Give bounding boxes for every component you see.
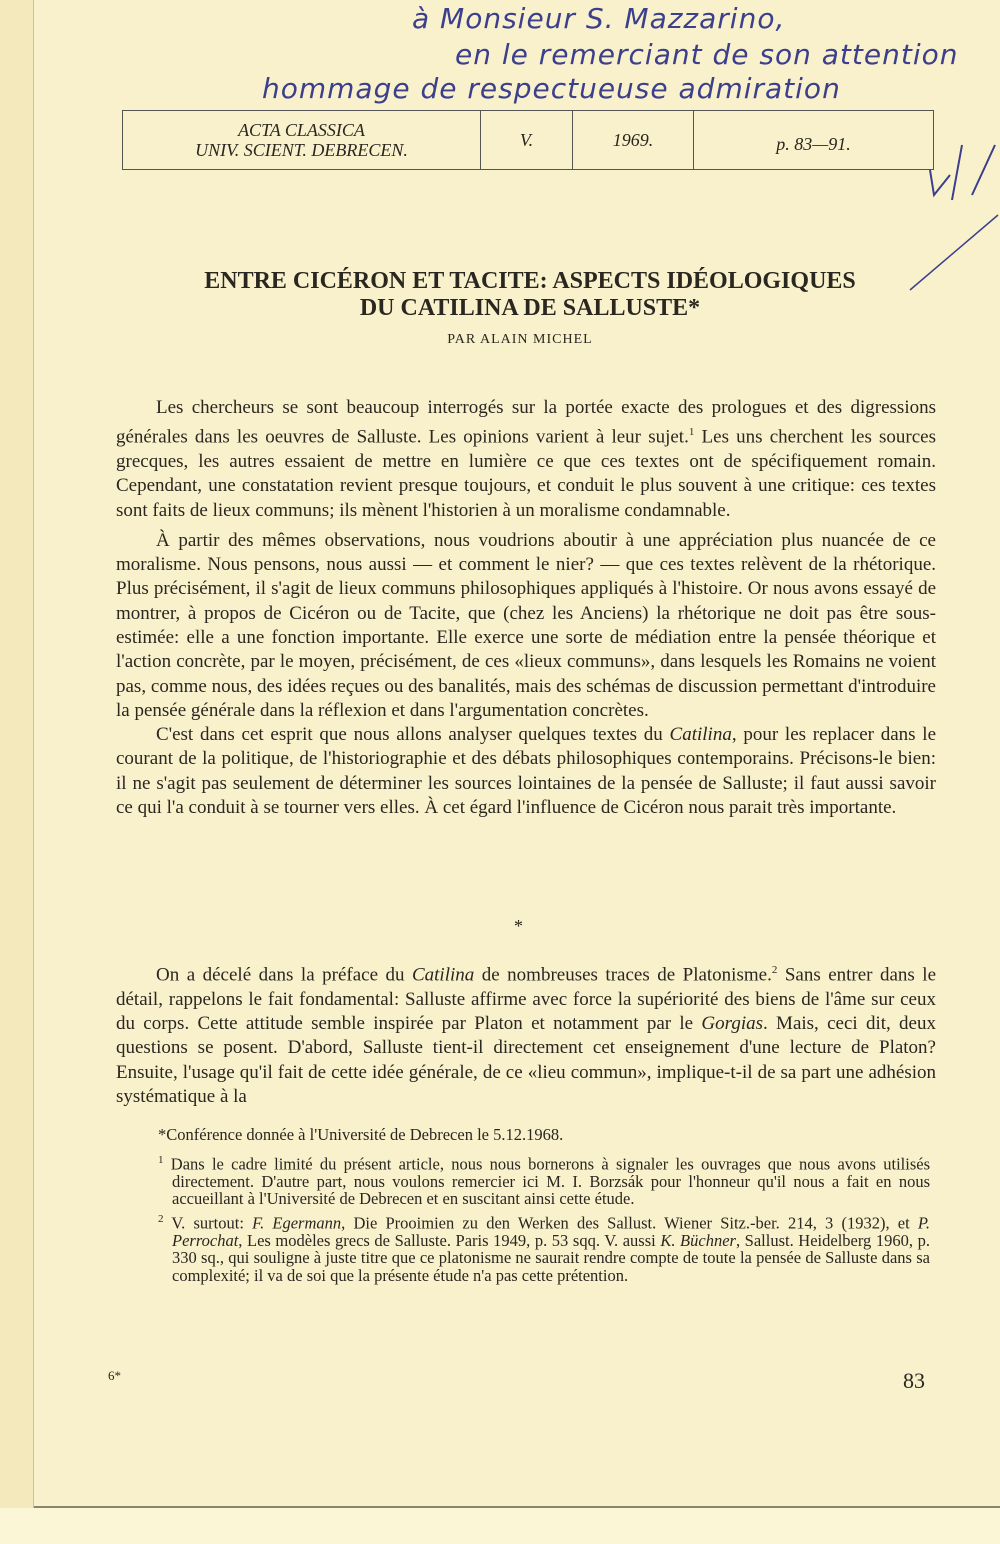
paragraph-text: Les chercheurs se sont beaucoup interrogés sur la portée exacte des prologues et des digressions générales dans les oeuvres de Salluste. Les opinions varient à leur sujet. bbox=[116, 397, 936, 448]
journal-name bbox=[122, 111, 480, 169]
article-title bbox=[120, 268, 940, 322]
body-section-2 bbox=[116, 958, 936, 1109]
handwritten-dedication-line3: hommage de respectueuse admiration bbox=[262, 72, 841, 105]
page-number: 83 bbox=[903, 1368, 925, 1393]
journal-year: 1969. bbox=[572, 111, 693, 169]
journal-pages: p. 83—91. bbox=[693, 111, 934, 169]
footnote-text: , Les modèles grecs de Salluste. Paris 1949, p. 53 sqq. V. aussi bbox=[238, 1230, 661, 1250]
footnotes bbox=[158, 1126, 930, 1287]
italic-title: Catilina bbox=[411, 964, 475, 986]
author-name: K. Büchner bbox=[660, 1230, 736, 1250]
author-name: F. Egermann bbox=[252, 1213, 342, 1232]
footnote-2 bbox=[158, 1211, 930, 1285]
paragraph-4 bbox=[116, 958, 936, 1109]
footnote-text: , Sallust. Heidelberg 1960, p. 330 sq., qui souligne à juste titre que ce platonisme ne saurait rendre compte de toute la pensée de Salluste dans sa complexité; il va de soi que la présente étude n'a pas cette prétention. bbox=[172, 1230, 930, 1285]
author-name: P. Perrochat bbox=[172, 1213, 930, 1250]
footnote-star: *Conférence donnée à l'Université de Debrecen le 5.12.1968. bbox=[158, 1125, 564, 1144]
body-section-1 bbox=[116, 396, 936, 820]
footnote-1 bbox=[158, 1152, 930, 1208]
article-title-line2: DU CATILINA DE SALLUSTE* bbox=[359, 295, 701, 321]
journal-name-line1: ACTA CLASSICA bbox=[238, 120, 365, 140]
footnote-text: , Die Prooimien zu den Werken des Sallust. Wiener Sitz.-ber. 214, 3 (1932), et bbox=[341, 1213, 918, 1232]
paragraph-1 bbox=[116, 396, 936, 523]
handwritten-dedication-line2: en le remerciant de son attention bbox=[455, 38, 959, 71]
section-separator: * bbox=[514, 916, 523, 936]
journal-volume: V. bbox=[480, 111, 572, 169]
footnote-ref[interactable]: 1 bbox=[688, 426, 695, 439]
paragraph-text: C'est dans cet esprit que nous allons analyser quelques textes du bbox=[156, 724, 670, 746]
journal-header-box bbox=[122, 110, 934, 170]
footnote-number: 1 bbox=[158, 1153, 164, 1166]
paragraph-text: , pour les replacer dans le courant de la politique, de l'historiographie et des débats philosophiques contemporains. Précisons-le bien: il ne s'agit pas seulement de déterminer les sources lointaines de la pensée de Salluste; il faut aussi savoir ce qui l'a conduit à se tourner vers elles. À cet égard l'influence de Cicéron nous parait très importante. bbox=[116, 724, 936, 819]
paragraph-text: Les uns cherchent les sources grecques, les autres essaient de mettre en lumière ce que ces textes ont de spécifiquement romain. Cependant, une constatation revient presque toujours, et conduit le plus souvent à une critique: ces textes sont faits de lieux communs; ils mènent l'historien à un moralisme condamnable. bbox=[116, 426, 936, 521]
paragraph-text: de nombreuses traces de Platonisme. bbox=[474, 964, 772, 986]
footnote-text: Dans le cadre limité du présent article, nous nous bornerons à signaler les ouvrages que nous avons utilisés directement. D'autre part, nous voulons remercier ici M. I. Borzsák pour l'honneur qu'il nous a fait en nous accueillant à l'Université de Debrecen et en suscitant ainsi cette étude. bbox=[163, 1154, 930, 1208]
paragraph-text: On a décelé dans la préface du bbox=[156, 964, 412, 986]
footnote-number: 2 bbox=[158, 1212, 164, 1225]
paragraph-2: À partir des mêmes observations, nous voudrions aboutir à une appréciation plus nuancée de ce moralisme. Nous pensons, nous aussi — et comment le nier? — que ces textes relèvent de la rhétorique. Plus précisément, il s'agit de lieux communs philosophiques appliqués à l'histoire. Or nous avons essayé de montrer, à propos de Cicéron ou de Tacite, que (chez les Anciens) la rhétorique ne doit pas être sous-estimée: elle a une fonction importante. Elle exerce une sorte de médiation entre la pensée théorique et l'action concrète, par le moyen, précisément, de ces «lieux communs», dans lesquels les Romains ne voient pas, comme nous, des idées reçues ou des banalités, mais des schémas de discussion permettant d'introduire la pensée générale dans la réflexion et dans l'argumentation concrètes. bbox=[116, 529, 936, 721]
journal-name-line2: UNIV. SCIENT. DEBRECEN. bbox=[195, 140, 408, 160]
paragraph-text: Sans entrer dans le détail, rappelons le fait fondamental: Salluste affirme avec force la supériorité des biens de l'âme sur ceux du corps. Cette attitude semble inspirée par Platon et notamment par le bbox=[116, 964, 936, 1034]
article-author: PAR ALAIN MICHEL bbox=[447, 332, 593, 347]
italic-title: Catilina bbox=[669, 724, 732, 746]
handwritten-dedication-line1: à Monsieur S. Mazzarino, bbox=[412, 2, 786, 35]
article-title-line1: ENTRE CICÉRON ET TACITE: ASPECTS IDÉOLOGIQUES bbox=[204, 268, 856, 294]
page-binding-edge bbox=[0, 0, 34, 1508]
italic-title: Gorgias bbox=[701, 1012, 764, 1034]
footnote-ref[interactable]: 2 bbox=[771, 964, 778, 976]
footnote-text: V. surtout: bbox=[163, 1213, 253, 1232]
paragraph-3 bbox=[116, 723, 936, 820]
signature-mark: 6* bbox=[108, 1368, 121, 1383]
paragraph-text: . Mais, ceci dit, deux questions se posent. D'abord, Salluste tient-il directement cet enseignement d'une lecture de Platon? Ensuite, l'usage qu'il fait de cette idée générale, de ce «lieu commun», implique-t-il de sa part une adhésion systématique à la bbox=[116, 1012, 936, 1107]
